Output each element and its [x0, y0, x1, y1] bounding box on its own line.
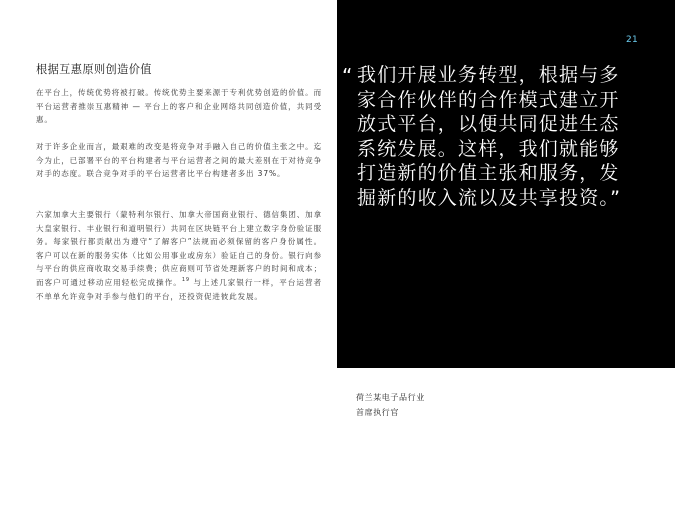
paragraph-1: 在平台上，传统优势将被打破。传统优势主要来源于专利优势创造的价值。而平台运营者推崇互惠精神 — 平台上的客户和企业网络共同创造价值，共同受惠。 — [36, 88, 322, 125]
pull-quote: 我们开展业务转型，根据与多家合作伙伴的合作模式建立开放式平台，以便共同促进生态系统发展。这样，我们就能够打造新的价值主张和服务，发掘新的收入流以及共享投资。” — [357, 64, 622, 209]
open-quote-mark: “ — [342, 64, 353, 88]
quote-panel — [337, 0, 675, 368]
section-heading: 根据互惠原则创造价值 — [36, 63, 152, 76]
paragraph-3-main: 六家加拿大主要银行（蒙特利尔银行、加拿大帝国商业银行、德信集团、加拿大皇家银行、丰业银行和道明银行）共同在区块链平台上建立数字身份验证服务。每家银行都贡献出为遵守“了解客户”法规而必须保留的客户身份属性。客户可以在新的服务实体（比如公用事业或房东）验证自己的身份。银行向参与平台的供应商收取交易手续费；供应商则可节省处理新客户的时间和成本；而客户可通过移动应用轻松完成操作。 — [36, 210, 322, 287]
left-column — [0, 0, 337, 506]
page-number: 21 — [625, 35, 638, 45]
right-column — [337, 0, 675, 506]
paragraph-3-tail: 与上述几家银行一样，平台运营者不单单允许竞争对手参与他们的平台，还投资促进彼此发展。 — [36, 277, 322, 301]
attribution-line-1: 荷兰某电子品行业 — [356, 393, 425, 402]
paragraph-2: 对于许多企业而言，最艰难的改变是将竞争对手融入自己的价值主张之中。迄今为止，已部署平台的平台构建者与平台运营者之间的最大差别在于对待竞争对手的态度。联合竞争对手的平台运营者比平台构建者多出 37%。 — [36, 142, 322, 179]
paragraph-3 — [36, 208, 322, 303]
quote-attribution — [356, 390, 425, 420]
footnote-ref[interactable]: 19 — [181, 276, 191, 283]
attribution-line-2: 首席执行官 — [356, 408, 399, 417]
